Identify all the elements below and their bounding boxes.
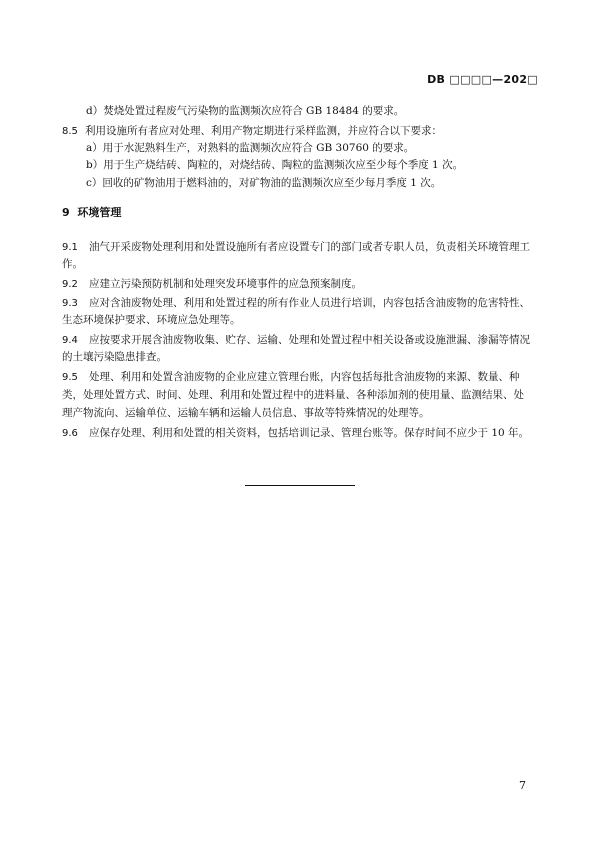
- clause-9-5: [62, 370, 520, 385]
- clause-number: 9.2: [62, 279, 78, 290]
- standard-code-header: DB □□□□—202□: [427, 73, 538, 86]
- clause-number: 9.3: [62, 298, 78, 309]
- clause-8-5-item-c: c）回收的矿物油用于燃料油的，对矿物油的监测频次应至少每月季度 1 次。: [86, 177, 442, 189]
- clause-text: 油气开采废物处理利用和处置设施所有者应设置专门的部门或者专职人员，负责相关环境管理工: [89, 241, 530, 253]
- clause-number: 9.5: [62, 372, 78, 383]
- clause-number: 9.4: [62, 335, 78, 346]
- section-number: 9: [62, 206, 70, 219]
- clause-8-5: [62, 124, 442, 139]
- clause-text: 利用设施所有者应对处理、利用产物定期进行采样监测，并应符合以下要求：: [85, 125, 442, 137]
- clause-9-5-continuation: 类，处理处置方式、时间、处理、利用和处置过程中的进料量、各种添加剂的使用量、监测结果、处: [62, 389, 524, 401]
- page-number: 7: [519, 779, 526, 792]
- section-title: 环境管理: [77, 206, 122, 219]
- clause-number: 9.6: [62, 428, 78, 439]
- section-9-heading: [62, 206, 121, 220]
- clause-9-4-continuation: 的土壤污染隐患排查。: [62, 351, 167, 363]
- clause-9-3: [62, 296, 530, 311]
- clause-8-4-item-d: d）焚烧处置过程废气污染物的监测频次应符合 GB 18484 的要求。: [86, 105, 405, 117]
- clause-9-6: [62, 426, 529, 441]
- clause-9-4: [62, 333, 530, 348]
- clause-9-1-continuation: 作。: [62, 258, 83, 270]
- clause-8-5-item-b: b）用于生产烧结砖、陶粒的，对烧结砖、陶粒的监测频次应至少每个季度 1 次。: [86, 159, 464, 171]
- clause-9-1: [62, 240, 530, 255]
- clause-number: 9.1: [62, 242, 78, 253]
- clause-number: 8.5: [62, 126, 78, 137]
- clause-text: 处理、利用和处置含油废物的企业应建立管理台账，内容包括每批含油废物的来源、数量、种: [89, 371, 520, 383]
- clause-9-3-continuation: 生态环境保护要求、环境应急处理等。: [62, 314, 241, 326]
- clause-9-5-continuation: 理产物流向、运输单位、运输车辆和运输人员信息、事故等特殊情况的处理等。: [62, 407, 430, 419]
- clause-text: 应建立污染预防机制和处理突发环境事件的应急预案制度。: [89, 278, 362, 290]
- end-of-text-rule: [245, 485, 355, 486]
- clause-8-5-item-a: a）用于水泥熟料生产，对熟料的监测频次应符合 GB 30760 的要求。: [86, 142, 415, 154]
- clause-text: 应对含油废物处理、利用和处置过程的所有作业人员进行培训，内容包括含油废物的危害特性、: [89, 297, 530, 309]
- clause-9-2: [62, 277, 362, 292]
- clause-text: 应按要求开展含油废物收集、贮存、运输、处理和处置过程中相关设备或设施泄漏、渗漏等情况: [89, 334, 530, 346]
- clause-text: 应保存处理、利用和处置的相关资料，包括培训记录、管理台账等。保存时间不应少于 10 年。: [89, 427, 530, 439]
